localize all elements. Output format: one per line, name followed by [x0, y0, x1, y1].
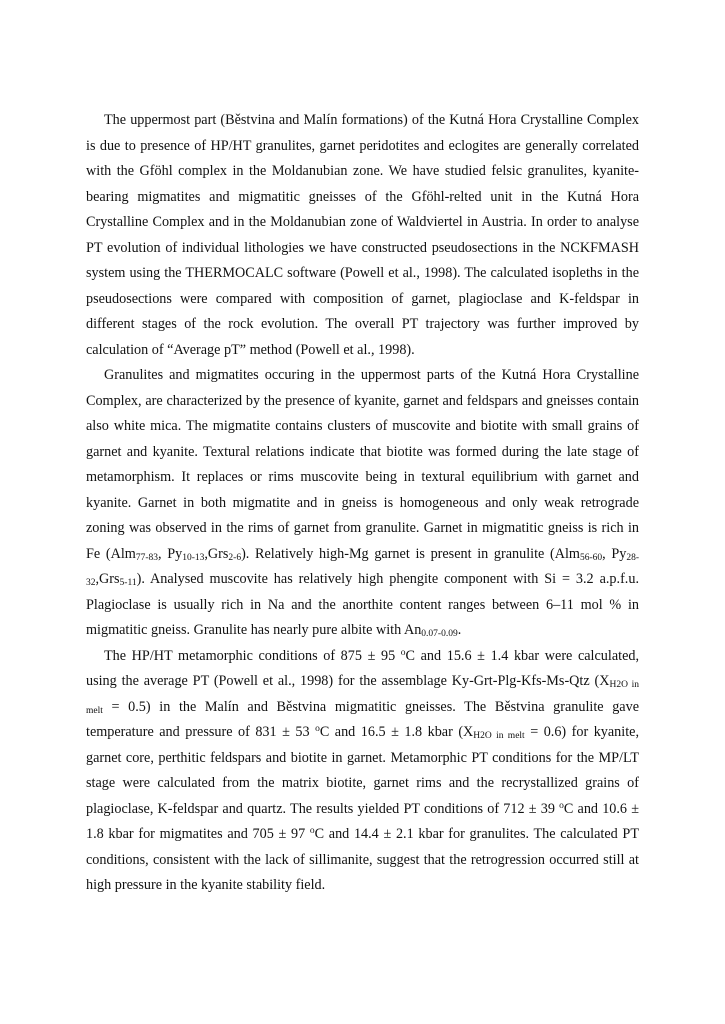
- subscript: 28-32: [86, 552, 640, 588]
- subscript: H2O in melt: [473, 731, 525, 741]
- superscript: o: [309, 826, 315, 836]
- p2-text: , Py: [602, 545, 627, 562]
- p2-text: Granulites and migmatites occuring in the uppermost parts of the Kutná Hora Crystalline Complex, are characterized by the presence of kyanite, garnet and feldspars and gneisses contain also white mica. The migmatite contains clusters of muscovite and biotite with small grains of garnet and kyanite. Textural relations indicate that biotite was formed during the late stage of metamorphism. It replaces or rims muscovite being in textural equilibrium with garnet and kyanite. Garnet in both migmatite and in gneiss is homogeneous and only weak retrograde zoning was observed in the rims of garnet from granulite. Garnet in migmatitic gneiss is rich in Fe (Alm: [86, 367, 639, 562]
- p3-text: C and 15.6 ± 1.4 kbar were calculated, using the average PT (Powell et al., 1998) for the assemblage Ky-Grt-Plg-Kfs-Ms-Qtz (X: [86, 647, 640, 689]
- paragraph-1: The uppermost part (Běstvina and Malín formations) of the Kutná Hora Crystalline Complex is due to presence of HP/HT granulites, garnet peridotites and eclogites are generally correlated with the Gföhl complex in the Moldanubian zone. We have studied felsic granulites, kyanite-bearing migmatites and migmatitic gneisses of the Gföhl-relted unit in the Kutná Hora Crystalline Complex and in the Moldanubian zone of Waldviertel in Austria. In order to analyse PT evolution of individual lithologies we have constructed pseudosections in the NCKFMASH system using the THERMOCALC software (Powell et al., 1998). The calculated isopleths in the pseudosections were compared with composition of garnet, plagioclase and K-feldspar in different stages of the rock evolution. The overall PT trajectory was further improved by calculation of “Average pT” method (Powell et al., 1998).: [86, 112, 639, 358]
- superscript: o: [315, 724, 320, 734]
- p3-text: = 0.5) in the Malín and Běstvina migmatitic gneisses. The Běstvina granulite gave temperature and pressure of 831 ± 53: [86, 698, 639, 740]
- p3-text: The HP/HT metamorphic conditions of 875 ± 95: [104, 647, 401, 664]
- subscript: 2-6: [228, 552, 242, 563]
- p2-text: ,Grs: [95, 571, 120, 587]
- p2-text: ). Analysed muscovite has relatively high phengite component with Si = 3.2 a.p.f.u. Plagioclase is usually rich in Na and the anorthite content ranges between 6–11 mol % in migmatitic gneiss. Granulite has nearly pure albite with An: [86, 571, 639, 638]
- subscript: H2O in melt: [86, 680, 639, 716]
- p2-text: ). Relatively high-Mg garnet is present in granulite (Alm: [241, 545, 580, 562]
- p3-text: C and 16.5 ± 1.8 kbar (X: [319, 724, 474, 740]
- p3-text: C and 14.4 ± 2.1 kbar for granulites. The calculated PT conditions, consistent with the lack of sillimanite, suggest that the retrogression occurred still at high pressure in the kyanite stability field.: [86, 826, 639, 893]
- p3-text: = 0.6) for kyanite, garnet core, perthitic feldspars and biotite in garnet. Metamorphic PT conditions for the MP/LT stage were calculated from the matrix biotite, garnet rims and the recrystallized grains of plagioclase, K-feldspar and quartz. The results yielded PT conditions of 712 ± 39: [86, 724, 640, 817]
- paragraph-3: [86, 644, 639, 899]
- superscript: o: [559, 800, 564, 811]
- abstract-body: [86, 108, 639, 899]
- p2-text: ,Grs: [204, 545, 229, 562]
- subscript: 56-60: [579, 552, 603, 563]
- p2-text: .: [457, 622, 462, 638]
- paragraph-2: [86, 363, 639, 644]
- p2-text: , Py: [157, 545, 183, 562]
- subscript: 77-83: [135, 552, 158, 563]
- superscript: o: [400, 647, 406, 658]
- subscript: 10-13: [182, 552, 205, 563]
- subscript: 5-11: [119, 578, 137, 588]
- subscript: 0.07-0.09: [421, 629, 458, 639]
- p3-text: C and 10.6 ± 1.8 kbar for migmatites and 705 ± 97: [86, 800, 640, 842]
